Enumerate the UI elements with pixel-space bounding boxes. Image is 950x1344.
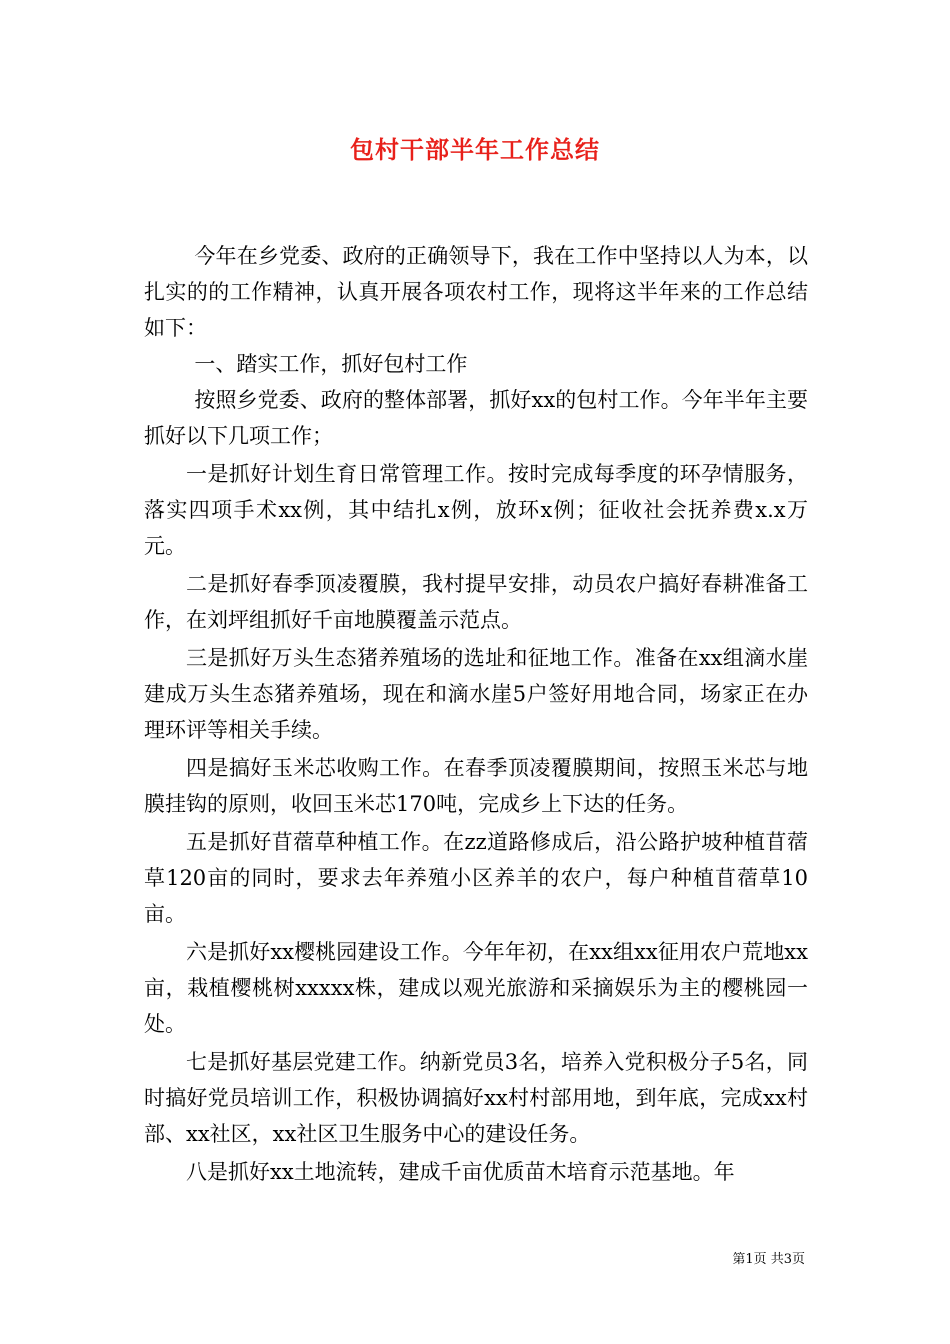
paragraph-item-3: 三是抓好万头生态猪养殖场的选址和征地工作。准备在xx组滴水崖建成万头生态猪养殖场，现在和滴水崖5户签好用地合同，场家正在办理环评等相关手续。 xyxy=(144,646,808,742)
page-number: 第1页 共3页 xyxy=(732,1252,805,1267)
paragraph-item-1: 一是抓好计划生育日常管理工作。按时完成每季度的环孕情服务，落实四项手术xx例，其中结扎x例，放环x例；征收社会抚养费x.x万元。 xyxy=(144,462,808,558)
document-body xyxy=(144,238,808,1190)
paragraph-item-4: 四是搞好玉米芯收购工作。在春季顶凌覆膜期间，按照玉米芯与地膜挂钩的原则，收回玉米芯170吨，完成乡上下达的任务。 xyxy=(144,756,808,816)
paragraph-item-6: 六是抓好xx樱桃园建设工作。今年年初，在xx组xx征用农户荒地xx亩，栽植樱桃树xxxxx株，建成以观光旅游和采摘娱乐为主的樱桃园一处。 xyxy=(144,940,808,1036)
paragraph-item-8: 八是抓好xx土地流转，建成千亩优质苗木培育示范基地。年 xyxy=(186,1160,735,1184)
paragraph-item-7: 七是抓好基层党建工作。纳新党员3名，培养入党积极分子5名，同时搞好党员培训工作，积极协调搞好xx村村部用地，到年底，完成xx村部、xx社区，xx社区卫生服务中心的建设任务。 xyxy=(144,1050,808,1146)
section-heading: 一、踏实工作，抓好包村工作 xyxy=(194,352,468,376)
paragraph-overview: 按照乡党委、政府的整体部署，抓好xx的包村工作。今年半年主要抓好以下几项工作； xyxy=(144,388,808,448)
paragraph-item-2: 二是抓好春季顶凌覆膜，我村提早安排，动员农户搞好春耕准备工作，在刘坪组抓好千亩地膜覆盖示范点。 xyxy=(144,572,808,632)
paragraph-item-5: 五是抓好苜蓿草种植工作。在zz道路修成后，沿公路护坡种植苜蓿草120亩的同时，要求去年养殖小区养羊的农户，每户种植苜蓿草10亩。 xyxy=(144,830,808,926)
paragraph-intro: 今年在乡党委、政府的正确领导下，我在工作中坚持以人为本，以扎实的的工作精神，认真开展各项农村工作，现将这半年来的工作总结如下： xyxy=(144,244,808,340)
page-title: 包村干部半年工作总结 xyxy=(350,135,600,164)
